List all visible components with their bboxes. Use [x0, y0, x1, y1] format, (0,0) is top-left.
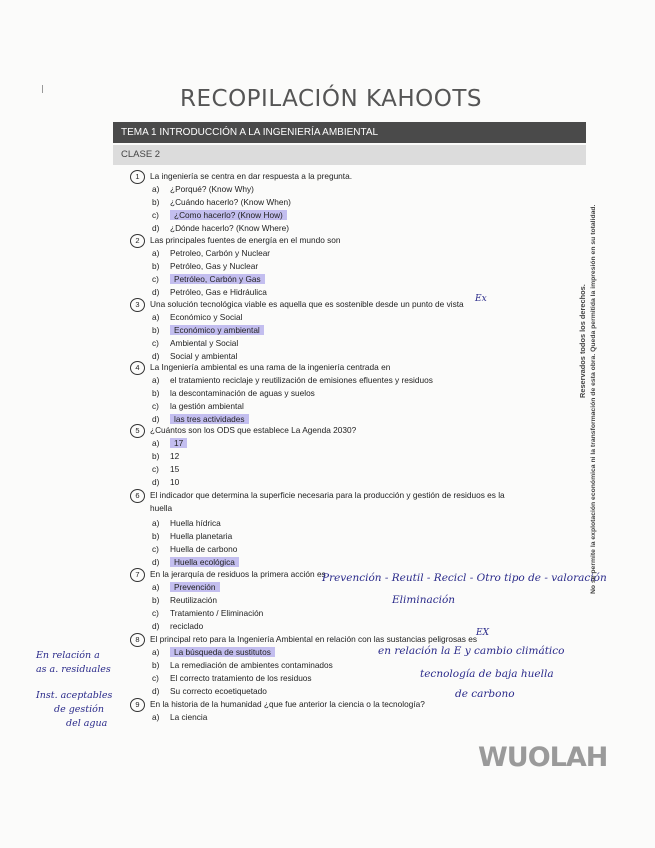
- handwritten-note: tecnología de baja huella: [420, 668, 554, 680]
- option: b) La remediación de ambientes contaminados: [152, 660, 333, 670]
- question-number: 6: [130, 489, 145, 503]
- handwritten-note: de carbono: [455, 688, 515, 700]
- option: a) Petroleo, Carbón y Nuclear: [152, 248, 271, 258]
- question-number: 5: [130, 424, 145, 438]
- option-highlighted: c) ¿Como hacerlo? (Know How): [152, 210, 287, 220]
- question-text: Las principales fuentes de energía en el mundo son: [150, 235, 341, 245]
- handwritten-annotation: EX: [476, 628, 489, 638]
- margin-mark: [42, 85, 43, 93]
- option: b) Petróleo, Gas y Nuclear: [152, 261, 259, 271]
- option: c) Ambiental y Social: [152, 338, 239, 348]
- clase-header: CLASE 2: [113, 145, 586, 165]
- handwritten-note: as a. residuales: [36, 664, 111, 675]
- question-number: 4: [130, 361, 145, 375]
- option: a) Económico y Social: [152, 312, 243, 322]
- question-number: 1: [130, 170, 145, 184]
- option: b) Reutilización: [152, 595, 218, 605]
- option-highlighted: a) La búsqueda de sustitutos: [152, 647, 275, 657]
- option: d) 10: [152, 477, 180, 487]
- option: c) 15: [152, 464, 180, 474]
- option-highlighted: a) Prevención: [152, 582, 220, 592]
- handwritten-note: Inst. aceptables: [36, 690, 113, 701]
- tema-header: TEMA 1 INTRODUCCIÓN A LA INGENIERÍA AMBIENTAL: [113, 122, 586, 143]
- option: b) la descontaminación de aguas y suelos: [152, 388, 315, 398]
- option: b) 12: [152, 451, 180, 461]
- handwritten-note: Prevención - Reutil - Recicl - Otro tipo de - valoración: [322, 572, 607, 584]
- question-text: En la jerarquía de residuos la primera acción es: [150, 569, 326, 579]
- option: c) Huella de carbono: [152, 544, 238, 554]
- question-number: 7: [130, 568, 145, 582]
- option: a) La ciencia: [152, 712, 208, 722]
- question-text-continued: huella: [150, 503, 173, 513]
- option: a) el tratamiento reciclaje y reutilización de emisiones efluentes y residuos: [152, 375, 433, 385]
- handwritten-note: En relación a: [36, 650, 100, 661]
- option-highlighted: d) Huella ecológica: [152, 557, 239, 567]
- question-text: La Ingeniería ambiental es una rama de la ingeniería centrada en: [150, 362, 391, 372]
- document-title: RECOPILACIÓN KAHOOTS: [180, 86, 483, 112]
- option: b) ¿Cuándo hacerlo? (Know When): [152, 197, 291, 207]
- question-text: La ingeniería se centra en dar respuesta a la pregunta.: [150, 171, 353, 181]
- wuolah-logo: WUOLAH: [478, 742, 608, 773]
- option: c) Tratamiento / Eliminación: [152, 608, 264, 618]
- handwritten-note: de gestión: [54, 704, 104, 715]
- question-text: En la historia de la humanidad ¿que fue anterior la ciencia o la tecnología?: [150, 699, 425, 709]
- question-text: El principal reto para la Ingeniería Ambiental en relación con las sustancias peligrosas es: [150, 634, 477, 644]
- option-highlighted: c) Petróleo, Carbón y Gas: [152, 274, 265, 284]
- handwritten-note: del agua: [66, 718, 108, 729]
- option: a) Huella hídrica: [152, 518, 221, 528]
- handwritten-note: en relación la E y cambio climático: [378, 645, 565, 657]
- option: d) ¿Dónde hacerlo? (Know Where): [152, 223, 289, 233]
- question-number: 9: [130, 698, 145, 712]
- option: c) El correcto tratamiento de los residuos: [152, 673, 312, 683]
- question-number: 8: [130, 633, 145, 647]
- rights-notice: Reservados todos los derechos.: [578, 284, 587, 398]
- option: a) ¿Porqué? (Know Why): [152, 184, 254, 194]
- question-text: El indicador que determina la superficie necesaria para la producción y gestión de residuos es la: [150, 490, 505, 500]
- option-highlighted: b) Económico y ambiental: [152, 325, 264, 335]
- question-text: Una solución tecnológica viable es aquella que es sostenible desde un punto de vista: [150, 299, 464, 309]
- license-notice: No se permite la explotación económica ni la transformación de esta obra. Queda permitida la impresión en su totalidad.: [590, 204, 597, 594]
- question-number: 3: [130, 298, 145, 312]
- option-highlighted: d) las tres actividades: [152, 414, 249, 424]
- question-text: ¿Cuántos son los ODS que establece La Agenda 2030?: [150, 425, 357, 435]
- option: d) reciclado: [152, 621, 204, 631]
- handwritten-annotation: Ex: [475, 294, 487, 304]
- option: d) Su correcto ecoetiquetado: [152, 686, 267, 696]
- option-highlighted: a) 17: [152, 438, 187, 448]
- question-number: 2: [130, 234, 145, 248]
- option: b) Huella planetaria: [152, 531, 233, 541]
- handwritten-note: Eliminación: [392, 594, 456, 606]
- option: c) la gestión ambiental: [152, 401, 244, 411]
- option: d) Petróleo, Gas e Hidráulica: [152, 287, 267, 297]
- option: d) Social y ambiental: [152, 351, 238, 361]
